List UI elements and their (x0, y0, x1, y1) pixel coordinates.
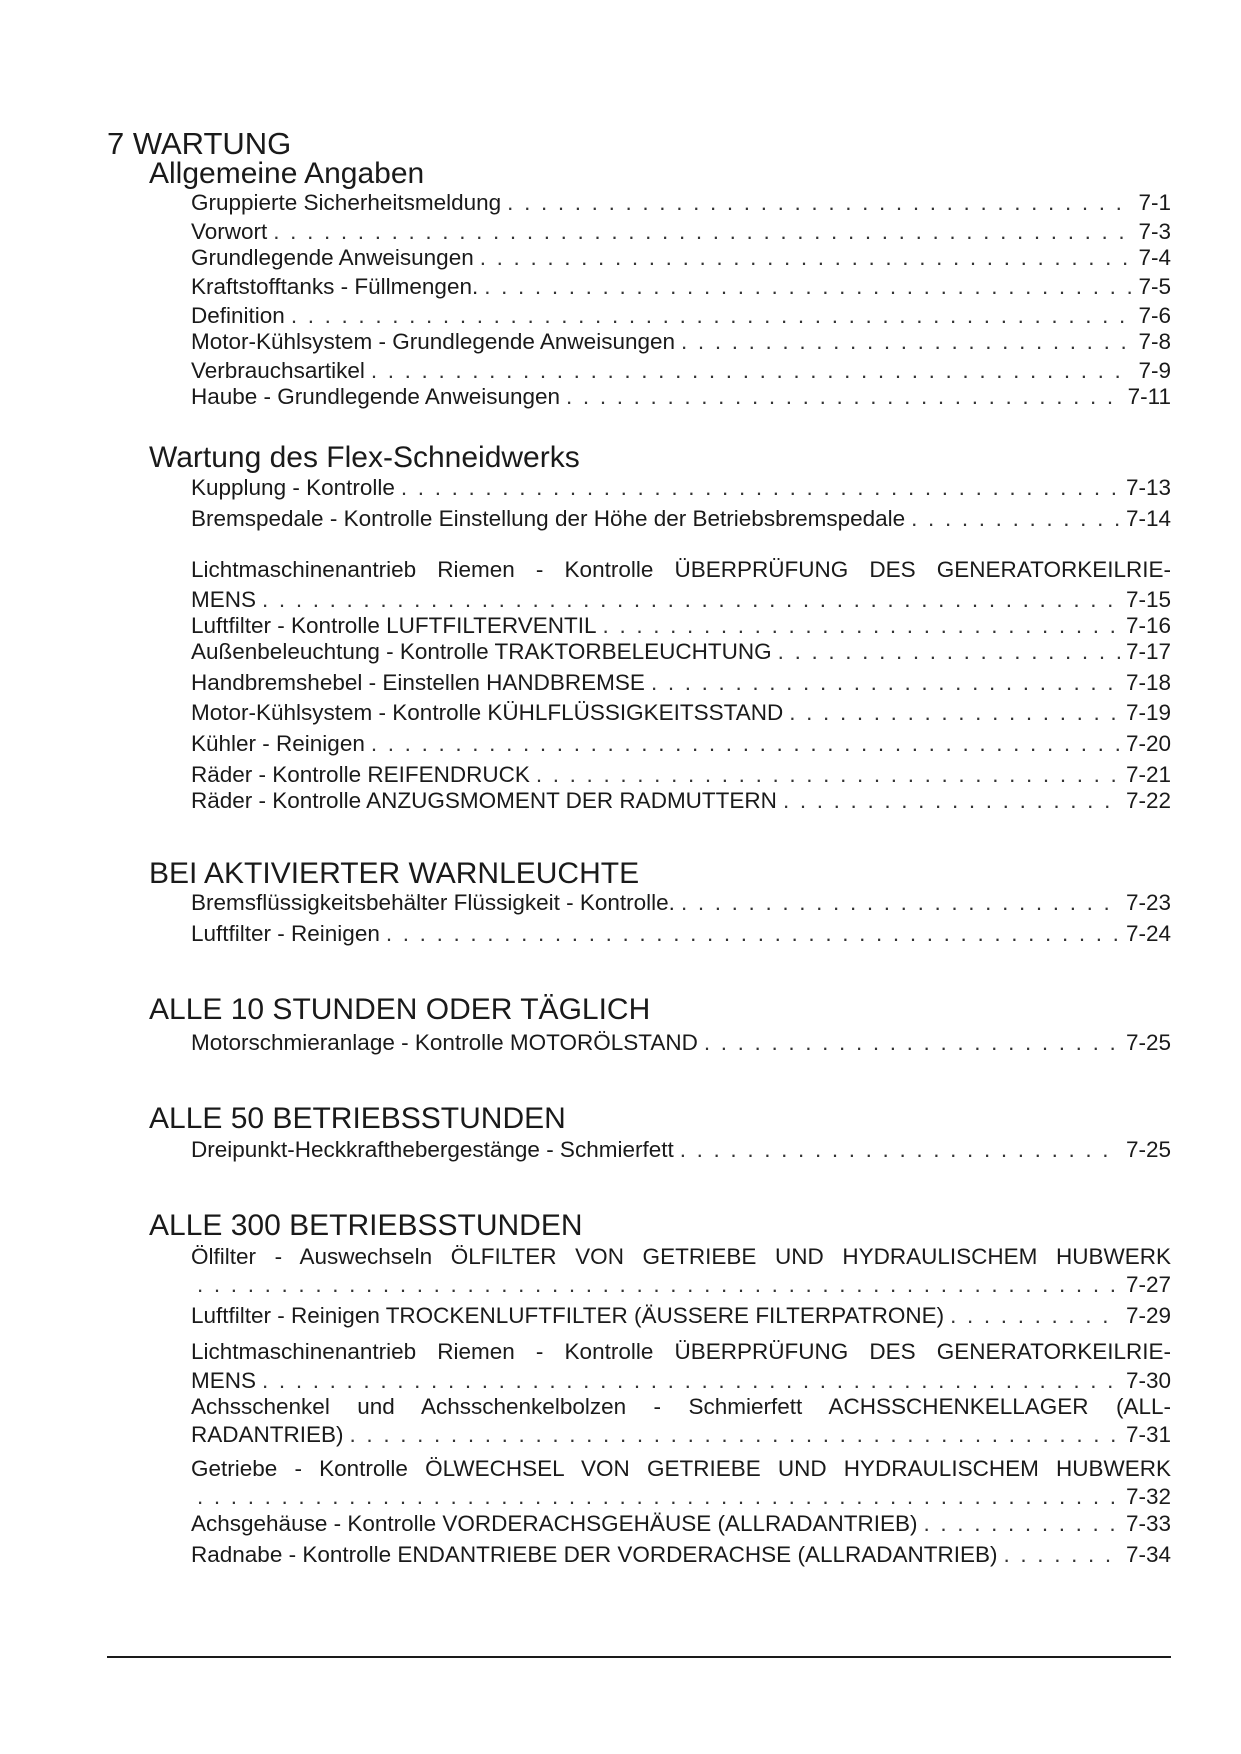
toc-entry-title: Dreipunkt-Heckkrafthebergestänge - Schmierfett (191, 1137, 674, 1162)
dot-leader (924, 1509, 1120, 1539)
toc-entry-page: 7-23 (1125, 890, 1171, 915)
toc-entry-title: Gruppierte Sicherheitsmeldung (191, 190, 502, 215)
toc-entry-page: 7-32 (1125, 1484, 1171, 1509)
toc-entry-title: Räder - Kontrolle REIFENDRUCK (191, 762, 530, 787)
toc-entry[interactable] (191, 473, 1171, 503)
toc-entry-page: 7-8 (1138, 329, 1171, 354)
toc-entry[interactable] (191, 1028, 1171, 1058)
toc-entry-page: 7-27 (1125, 1272, 1171, 1297)
section-heading-50-stunden: ALLE 50 BETRIEBSSTUNDEN (149, 1102, 566, 1135)
dot-leader (911, 504, 1120, 534)
section-heading-allgemeine-angaben: Allgemeine Angaben (149, 157, 425, 190)
toc-entry[interactable] (191, 382, 1171, 412)
dot-leader (778, 637, 1120, 667)
toc-entry-page: 7-11 (1127, 384, 1171, 409)
dot-leader (783, 786, 1120, 816)
dot-leader (789, 698, 1120, 728)
toc-entry-page: 7-5 (1138, 274, 1171, 299)
toc-entry-page: 7-6 (1138, 303, 1171, 328)
dot-leader (681, 888, 1120, 918)
toc-entry[interactable] (191, 1420, 1171, 1450)
dot-leader (386, 919, 1120, 949)
dot-leader (197, 1270, 1120, 1300)
toc-entry-page: 7-31 (1125, 1422, 1171, 1447)
toc-entry-title: Motor-Kühlsystem - Grundlegende Anweisungen (191, 329, 676, 354)
dot-leader (566, 382, 1122, 412)
dot-leader (681, 327, 1132, 357)
toc-entry[interactable] (191, 637, 1171, 667)
toc-entry-title: Motor-Kühlsystem - Kontrolle KÜHLFLÜSSIGKEITSSTAND (191, 700, 784, 725)
toc-entry-title: Grundlegende Anweisungen (191, 245, 474, 270)
toc-entry-line[interactable]: Lichtmaschinenantrieb Riemen - Kontrolle ÜBERPRÜFUNG DES GENERATORKEILRIE- (191, 557, 1171, 582)
toc-entry-page: 7-29 (1125, 1303, 1171, 1328)
section-heading-flex-schneidwerk: Wartung des Flex-Schneidwerks (149, 441, 580, 474)
toc-entry-line[interactable]: Ölfilter - Auswechseln ÖLFILTER VON GETRIEBE UND HYDRAULISCHEM HUBWERK (191, 1244, 1171, 1269)
section-heading-warnleuchte: BEI AKTIVIERTER WARNLEUCHTE (149, 857, 640, 890)
toc-entry[interactable] (191, 888, 1171, 918)
toc-entry-title: MENS (191, 587, 257, 612)
toc-entry[interactable] (191, 1540, 1171, 1570)
toc-entry[interactable] (191, 1135, 1171, 1165)
toc-entry-page: 7-30 (1125, 1368, 1171, 1393)
toc-entry[interactable] (191, 668, 1171, 698)
toc-entry-title: Luftfilter - Reinigen TROCKENLUFTFILTER (ÄUSSERE FILTERPATRONE) (191, 1303, 945, 1328)
toc-entry-page: 7-14 (1125, 506, 1171, 531)
toc-entry-title: Bremsflüssigkeitsbehälter Flüssigkeit - Kontrolle. (191, 890, 675, 915)
toc-entry[interactable] (191, 786, 1171, 816)
dot-leader (507, 188, 1132, 218)
toc-entry-title: Bremspedale - Kontrolle Einstellung der Höhe der Betriebsbremspedale (191, 506, 906, 531)
dot-leader (371, 729, 1120, 759)
toc-entry-title: Radnabe - Kontrolle ENDANTRIEBE DER VORDERACHSE (ALLRADANTRIEB) (191, 1542, 998, 1567)
toc-entry-page: 7-25 (1125, 1137, 1171, 1162)
toc-entry[interactable] (191, 188, 1171, 218)
toc-entry[interactable] (191, 698, 1171, 728)
toc-entry-title: Kraftstofftanks - Füllmengen. (191, 274, 479, 299)
toc-entry[interactable] (191, 1509, 1171, 1539)
toc-entry-line[interactable]: Getriebe - Kontrolle ÖLWECHSEL VON GETRIEBE UND HYDRAULISCHEM HUBWERK (191, 1456, 1171, 1481)
toc-entry-title: Außenbeleuchtung - Kontrolle TRAKTORBELEUCHTUNG (191, 639, 772, 664)
toc-entry-title: Motorschmieranlage - Kontrolle MOTORÖLSTAND (191, 1030, 698, 1055)
toc-entry-page: 7-9 (1138, 358, 1171, 383)
toc-entry[interactable] (191, 1301, 1171, 1331)
toc-entry-title: Kühler - Reinigen (191, 731, 365, 756)
toc-entry-page: 7-20 (1125, 731, 1171, 756)
toc-entry-page: 7-13 (1125, 475, 1171, 500)
toc-entry-title: MENS (191, 1368, 257, 1393)
toc-entry-title: Kupplung - Kontrolle (191, 475, 395, 500)
toc-entry-title: Vorwort (191, 219, 268, 244)
toc-entry-title: Handbremshebel - Einstellen HANDBREMSE (191, 670, 645, 695)
toc-entry[interactable] (191, 729, 1171, 759)
dot-leader (480, 243, 1133, 273)
chapter-title: 7 WARTUNG (107, 126, 292, 161)
toc-entry-page: 7-25 (1125, 1030, 1171, 1055)
dot-leader (197, 1482, 1120, 1512)
toc-entry-page: 7-34 (1125, 1542, 1171, 1567)
toc-entry-page: 7-19 (1125, 700, 1171, 725)
toc-entry-page: 7-33 (1125, 1511, 1171, 1536)
section-heading-10-stunden: ALLE 10 STUNDEN ODER TÄGLICH (149, 993, 651, 1026)
toc-entry[interactable] (191, 504, 1171, 534)
dot-leader (401, 473, 1120, 503)
dot-leader (950, 1301, 1120, 1331)
toc-entry-title: Achsgehäuse - Kontrolle VORDERACHSGEHÄUSE (ALLRADANTRIEB) (191, 1511, 918, 1536)
toc-entry-page: 7-1 (1138, 190, 1171, 215)
toc-entry-title: Definition (191, 303, 285, 328)
toc-entry[interactable] (191, 243, 1171, 273)
dot-leader (350, 1420, 1120, 1450)
toc-entry[interactable] (191, 272, 1171, 302)
toc-entry-page: 7-24 (1125, 921, 1171, 946)
toc-entry-title: RADANTRIEB) (191, 1422, 344, 1447)
dot-leader (1003, 1540, 1119, 1570)
dot-leader (484, 272, 1132, 302)
section-heading-300-stunden: ALLE 300 BETRIEBSSTUNDEN (149, 1209, 583, 1242)
dot-leader (704, 1028, 1120, 1058)
toc-entry[interactable] (191, 327, 1171, 357)
toc-entry-page: 7-18 (1125, 670, 1171, 695)
dot-leader (651, 668, 1120, 698)
footer-rule (107, 1656, 1171, 1658)
toc-entry-title: Luftfilter - Kontrolle LUFTFILTERVENTIL (191, 613, 597, 638)
toc-entry-title: Luftfilter - Reinigen (191, 921, 380, 946)
toc-entry-page: 7-17 (1125, 639, 1171, 664)
toc-entry-title: Räder - Kontrolle ANZUGSMOMENT DER RADMUTTERN (191, 788, 777, 813)
toc-entry-page: 7-3 (1138, 219, 1171, 244)
toc-entry-title: Verbrauchsartikel (191, 358, 365, 383)
toc-entry-page: 7-4 (1138, 245, 1171, 270)
toc-entry-line[interactable]: Achsschenkel und Achsschenkelbolzen - Schmierfett ACHSSCHENKELLAGER (ALL- (191, 1394, 1171, 1419)
dot-leader (680, 1135, 1120, 1165)
toc-entry-page: 7-21 (1125, 762, 1171, 787)
toc-entry-page: 7-15 (1125, 587, 1171, 612)
toc-entry-page: 7-16 (1125, 613, 1171, 638)
toc-entry-page: 7-22 (1125, 788, 1171, 813)
toc-entry[interactable] (191, 1482, 1171, 1512)
toc-entry[interactable] (191, 1270, 1171, 1300)
toc-entry-line[interactable]: Lichtmaschinenantrieb Riemen - Kontrolle ÜBERPRÜFUNG DES GENERATORKEILRIE- (191, 1339, 1171, 1364)
toc-entry-title: Haube - Grundlegende Anweisungen (191, 384, 561, 409)
toc-entry[interactable] (191, 919, 1171, 949)
